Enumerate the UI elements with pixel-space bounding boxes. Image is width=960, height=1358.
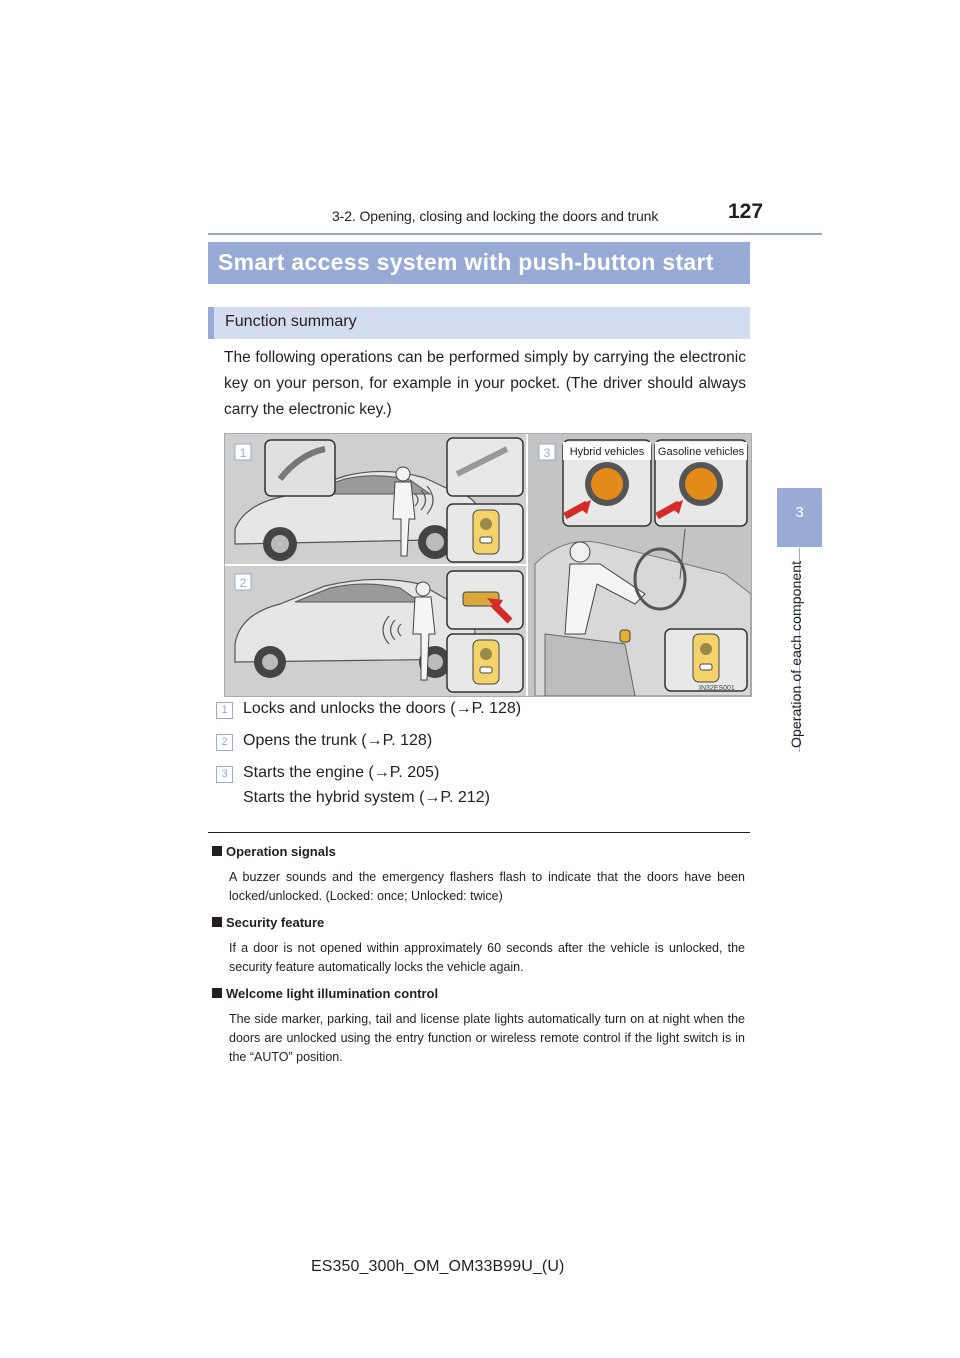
hybrid-vehicles-label: Hybrid vehicles — [569, 446, 645, 458]
header-rule — [208, 233, 822, 235]
page-title-bar — [208, 242, 750, 284]
subtitle: Function summary — [225, 313, 357, 330]
illustration-code: IN32ES001 — [699, 685, 735, 692]
subtitle-bar — [208, 307, 750, 339]
page-number: 127 — [728, 200, 764, 223]
section-title: 3-2. Opening, closing and locking the doors and trunk — [332, 208, 659, 224]
illustration — [224, 433, 752, 697]
list-item-3-line2: Starts the hybrid system (→P. 212) — [243, 789, 490, 806]
svg-text:3: 3 — [543, 446, 551, 460]
list-item-2: Opens the trunk (→P. 128) — [243, 732, 433, 749]
list-marker-1: 1 — [216, 702, 233, 719]
list-item-1: Locks and unlocks the doors (→P. 128) — [243, 700, 522, 717]
list-marker-3: 3 — [216, 766, 233, 783]
page-title: Smart access system with push-button start — [218, 249, 714, 275]
callout-1 — [235, 444, 251, 460]
chapter-number: 3 — [795, 504, 804, 521]
list-item-3: Starts the engine (→P. 205) — [243, 764, 440, 781]
svg-text:1: 1 — [239, 446, 247, 460]
chapter-label: Operation of each component — [788, 560, 804, 748]
notes-separator — [208, 832, 750, 833]
note-heading-3: Welcome light illumination control — [212, 986, 438, 1001]
callout-3 — [539, 444, 555, 460]
note-heading-2: Security feature — [212, 915, 324, 930]
note-body-2: If a door is not opened within approximately 60 seconds after the vehicle is unlocked, the security feature automatically locks the vehicle again. — [229, 941, 745, 974]
note-heading-1: Operation signals — [212, 844, 336, 859]
list-marker-2: 2 — [216, 734, 233, 751]
intro-paragraph: The following operations can be performed simply by carrying the electronic key on your person, for example in your pocket. (The driver should always carry the electronic key.) — [224, 349, 746, 418]
note-body-3: The side marker, parking, tail and license plate lights automatically turn on at night when the doors are unlocked using the entry function or wireless remote control if the light switch is in the “AUTO” position. — [229, 1012, 745, 1064]
footer-code: ES350_300h_OM_OM33B99U_(U) — [311, 1258, 565, 1275]
callout-2 — [235, 574, 251, 590]
gasoline-vehicles-label: Gasoline vehicles — [657, 446, 745, 458]
note-body-1: A buzzer sounds and the emergency flashers flash to indicate that the doors have been locked/unlocked. (Locked: once; Unlocked: twice) — [229, 870, 745, 903]
svg-text:2: 2 — [239, 576, 247, 590]
